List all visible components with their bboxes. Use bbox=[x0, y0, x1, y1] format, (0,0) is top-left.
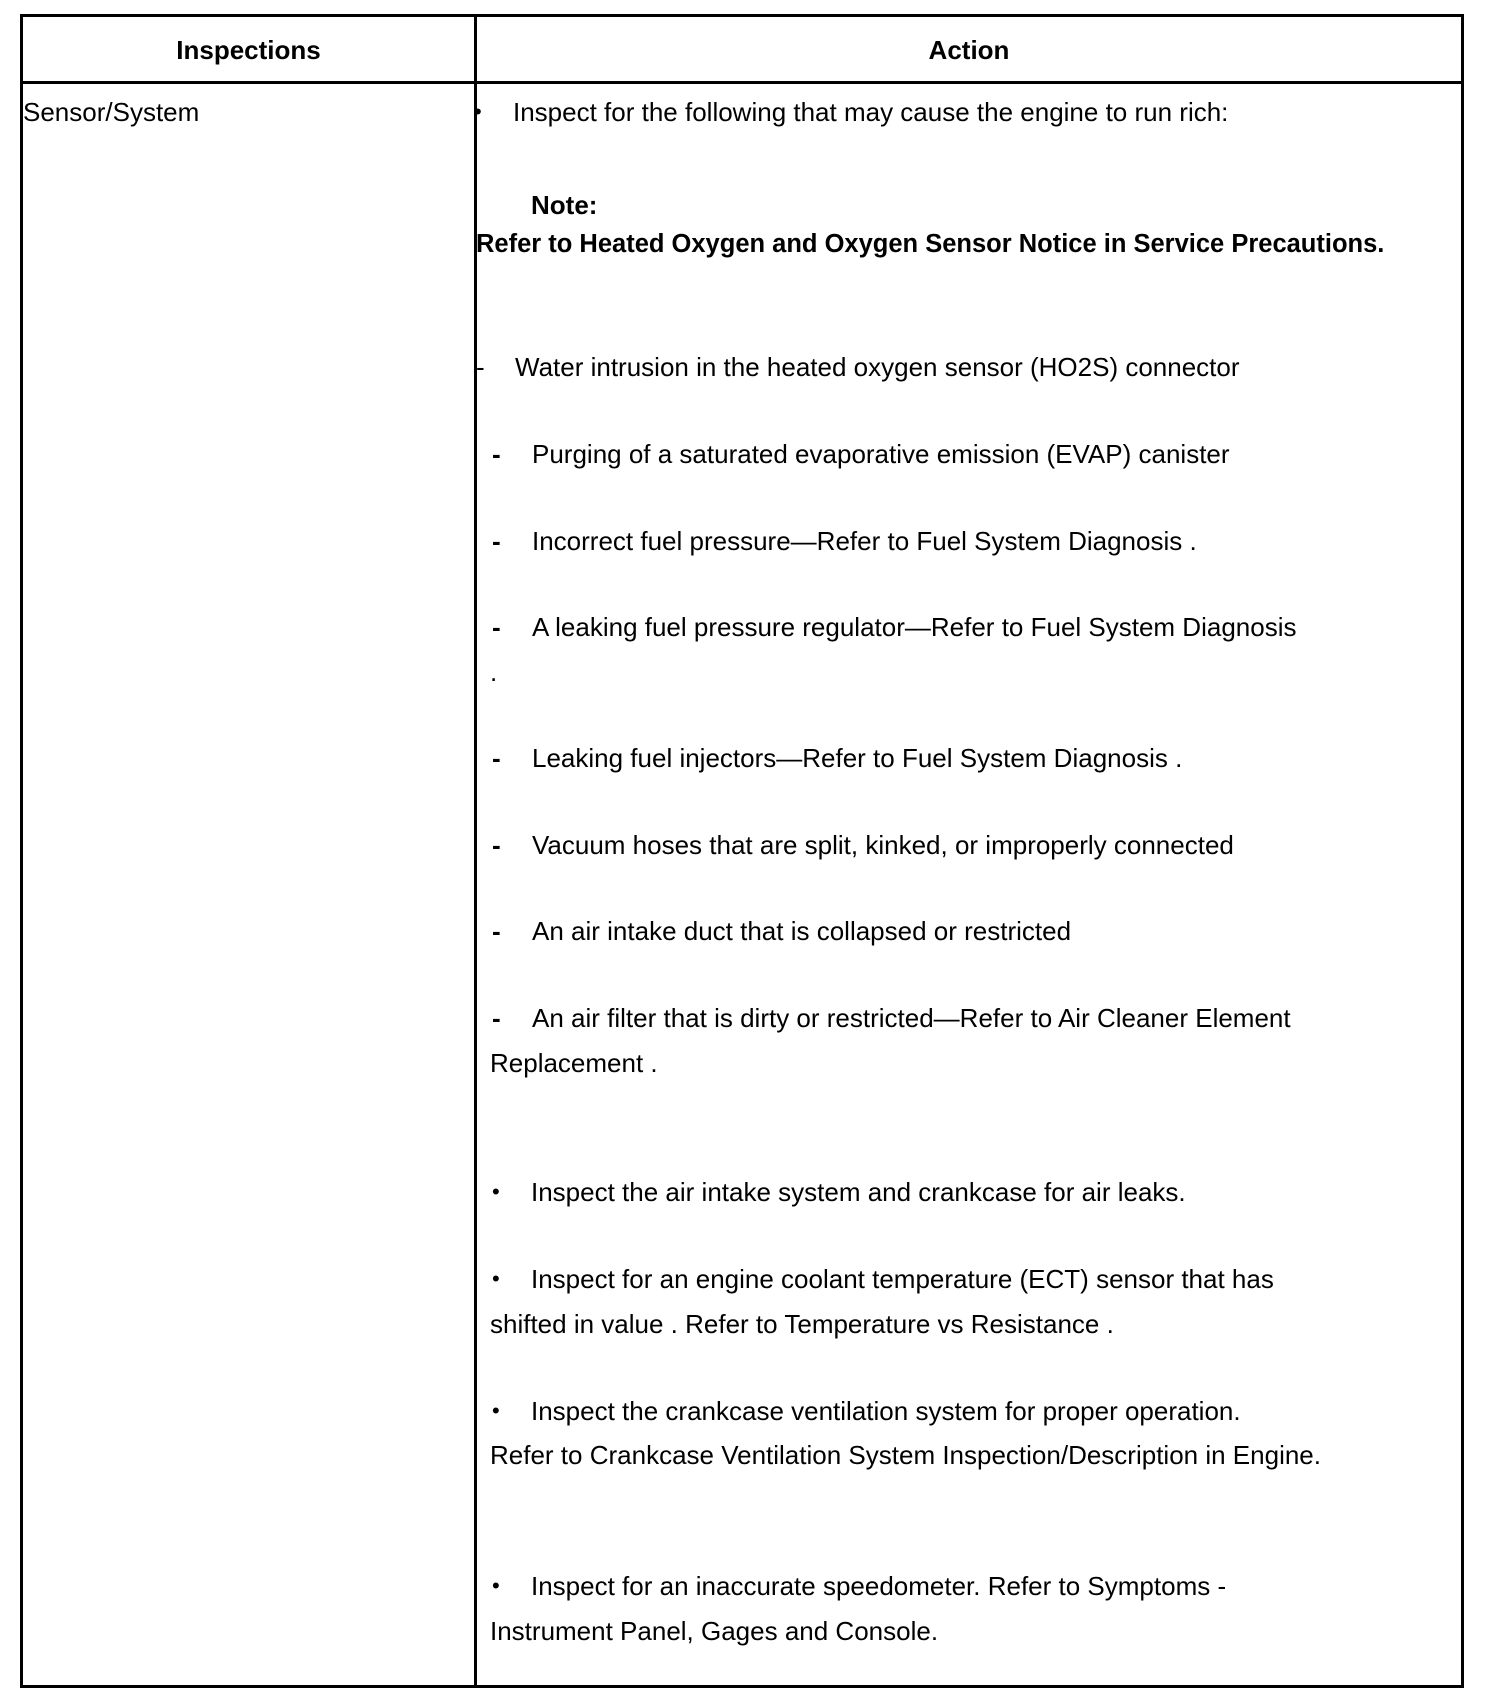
bullet-continuation: Refer to Crankcase Ventilation System Inspection/Description in Engine. bbox=[490, 1440, 1321, 1470]
bullet-marker: • bbox=[474, 99, 482, 124]
table-header-row bbox=[23, 17, 1461, 84]
dash-marker: - bbox=[492, 439, 501, 469]
column-divider bbox=[474, 17, 477, 1685]
dash-marker: - bbox=[492, 830, 501, 860]
inspection-cell: Sensor/System bbox=[23, 97, 200, 127]
sub-item: Water intrusion in the heated oxygen sensor (HO2S) connector bbox=[515, 352, 1240, 382]
bullet-marker: • bbox=[492, 1573, 500, 1598]
dash-marker: - bbox=[492, 612, 501, 642]
sub-item: Vacuum hoses that are split, kinked, or improperly connected bbox=[532, 830, 1234, 860]
header-action: Action bbox=[928, 35, 1010, 65]
intro-text: Inspect for the following that may cause the engine to run rich: bbox=[513, 97, 1229, 127]
sub-item: An air filter that is dirty or restricted—Refer to Air Cleaner Element bbox=[532, 1003, 1291, 1033]
header-inspections: Inspections bbox=[176, 35, 321, 65]
bullet-marker: • bbox=[492, 1179, 500, 1204]
sub-item-continuation: Replacement . bbox=[490, 1048, 658, 1078]
dash-marker: - bbox=[492, 916, 501, 946]
sub-item: Incorrect fuel pressure—Refer to Fuel System Diagnosis . bbox=[532, 526, 1197, 556]
bullet-item: Inspect the crankcase ventilation system for proper operation. bbox=[531, 1396, 1241, 1426]
bullet-item: Inspect for an inaccurate speedometer. Refer to Symptoms - bbox=[531, 1571, 1227, 1601]
bullet-item: Inspect for an engine coolant temperature (ECT) sensor that has bbox=[531, 1264, 1274, 1294]
sub-item: An air intake duct that is collapsed or restricted bbox=[532, 916, 1072, 946]
sub-item: A leaking fuel pressure regulator—Refer to Fuel System Diagnosis bbox=[532, 612, 1297, 642]
note-text: Refer to Heated Oxygen and Oxygen Sensor Notice in Service Precautions. bbox=[476, 230, 1385, 258]
bullet-marker: • bbox=[492, 1398, 500, 1423]
sub-item: Leaking fuel injectors—Refer to Fuel System Diagnosis . bbox=[532, 743, 1183, 773]
dash-marker: - bbox=[492, 743, 501, 773]
sub-item: Purging of a saturated evaporative emission (EVAP) canister bbox=[532, 439, 1230, 469]
dash-marker: - bbox=[492, 526, 501, 556]
sub-item-continuation: . bbox=[490, 657, 498, 687]
dash-marker: - bbox=[476, 352, 485, 382]
note-label: Note: bbox=[531, 190, 598, 220]
bullet-continuation: shifted in value . Refer to Temperature vs Resistance . bbox=[490, 1309, 1114, 1339]
bullet-marker: • bbox=[492, 1266, 500, 1291]
dash-marker: - bbox=[492, 1003, 501, 1033]
bullet-item: Inspect the air intake system and crankcase for air leaks. bbox=[531, 1177, 1186, 1207]
bullet-continuation: Instrument Panel, Gages and Console. bbox=[490, 1616, 939, 1646]
